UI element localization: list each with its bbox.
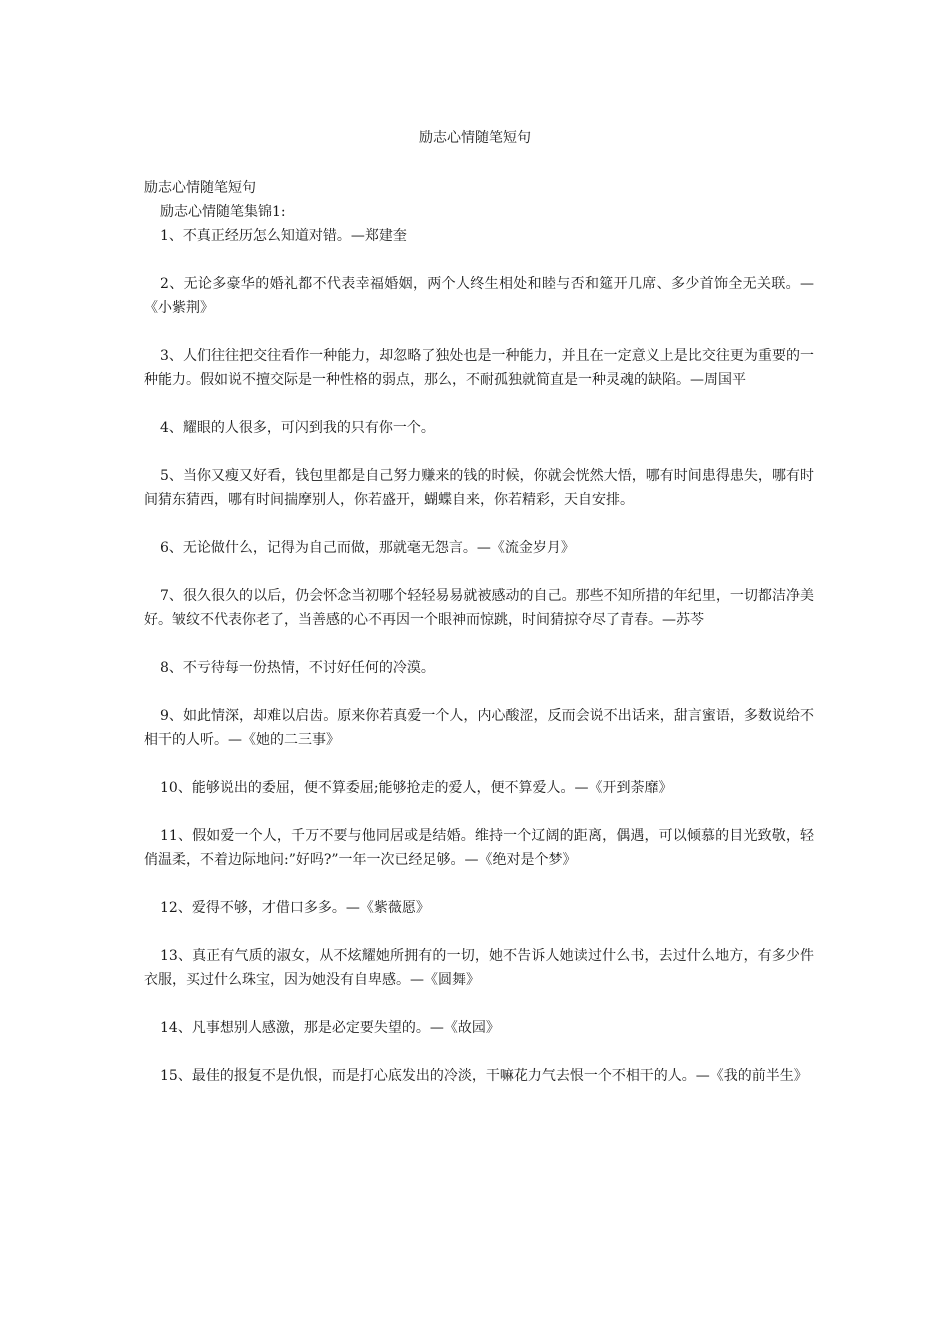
quote-item: 11、假如爱一个人，千万不要与他同居或是结婚。维持一个辽阔的距离，偶遇，可以倾慕的目光致敬，轻俏温柔，不着边际地问:”好吗?”一年一次已经足够。—《绝对是个梦》 <box>144 828 814 868</box>
quote-item: 8、不亏待每一份热情，不讨好任何的冷漠。 <box>160 660 435 676</box>
quote-item: 5、当你又瘦又好看，钱包里都是自己努力赚来的钱的时候，你就会恍然大悟，哪有时间患得患失，哪有时间猜东猜西，哪有时间揣摩别人，你若盛开，蝴蝶自来，你若精彩，天自安排。 <box>144 468 814 508</box>
quote-item: 14、凡事想别人感激，那是必定要失望的。—《故园》 <box>160 1020 500 1036</box>
quote-item: 10、能够说出的委屈，便不算委屈;能够抢走的爱人，便不算爱人。—《开到荼靡》 <box>160 780 673 796</box>
quote-item: 13、真正有气质的淑女，从不炫耀她所拥有的一切，她不告诉人她读过什么书，去过什么地方，有多少件衣服，买过什么珠宝，因为她没有自卑感。—《圆舞》 <box>144 948 814 988</box>
quote-item: 12、爱得不够，才借口多多。—《紫薇愿》 <box>160 900 430 916</box>
quote-item: 9、如此情深，却难以启齿。原来你若真爱一个人，内心酸涩，反而会说不出话来，甜言蜜语，多数说给不相干的人听。—《她的二三事》 <box>144 708 814 748</box>
document-title: 励志心情随笔短句 <box>419 130 531 146</box>
quote-item: 15、最佳的报复不是仇恨，而是打心底发出的冷淡，干嘛花力气去恨一个不相干的人。—《我的前半生》 <box>160 1068 808 1084</box>
quote-item: 7、很久很久的以后，仍会怀念当初哪个轻轻易易就被感动的自己。那些不知所措的年纪里，一切都洁净美好。皱纹不代表你老了，当善感的心不再因一个眼神而惊跳，时间猜掠夺尽了青春。—苏芩 <box>144 588 814 628</box>
quote-item: 4、耀眼的人很多，可闪到我的只有你一个。 <box>160 420 435 436</box>
quote-item: 3、人们往往把交往看作一种能力，却忽略了独处也是一种能力，并且在一定意义上是比交往更为重要的一种能力。假如说不擅交际是一种性格的弱点，那么，不耐孤独就简直是一种灵魂的缺陷。—周国平 <box>144 348 814 388</box>
quote-item: 6、无论做什么，记得为自己而做，那就毫无怨言。—《流金岁月》 <box>160 540 575 556</box>
quote-item: 1、不真正经历怎么知道对错。—郑建奎 <box>160 228 407 244</box>
document-subtitle: 励志心情随笔短句 <box>144 180 256 196</box>
collection-heading: 励志心情随笔集锦1: <box>160 204 286 220</box>
quote-item: 2、无论多豪华的婚礼都不代表幸福婚姻，两个人终生相处和睦与否和筵开几席、多少首饰全无关联。—《小紫荆》 <box>144 276 814 316</box>
document-body <box>144 176 814 1112</box>
